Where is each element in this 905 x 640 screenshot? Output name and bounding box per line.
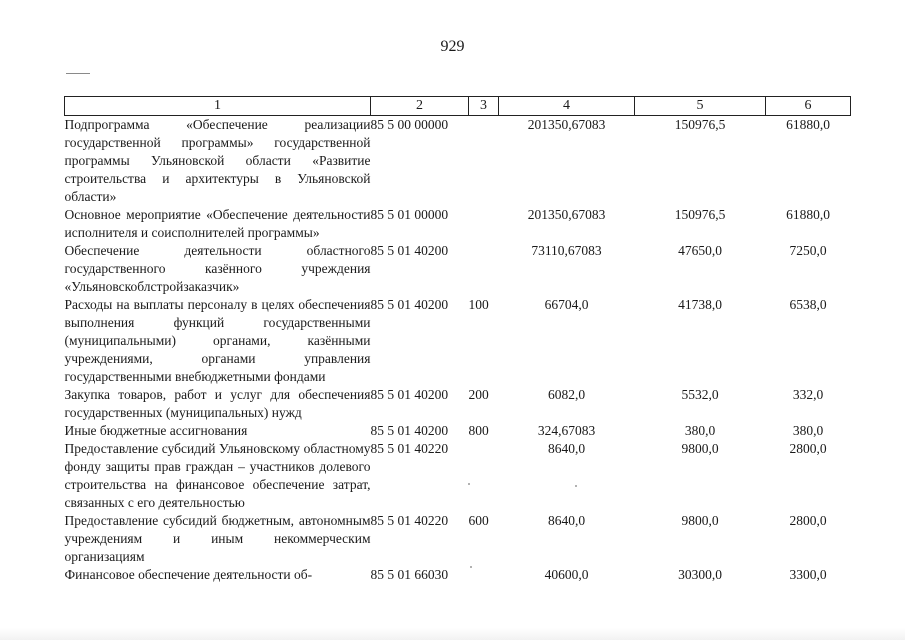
amount-column-4: 8640,0 (547, 441, 586, 456)
amount-column-6: 2800,0 (789, 441, 827, 456)
row-description: Финансовое обеспечение деятельности об- (64, 567, 313, 582)
budget-table (64, 96, 851, 584)
expense-type-code: 100 (468, 297, 489, 312)
classification-code: 85 5 01 40220 (370, 441, 449, 456)
expense-type-code: 600 (468, 513, 489, 528)
amount-column-6: 6538,0 (789, 297, 827, 312)
row-description: Предоставление субсидий бюджетным, автономным учреждениям и иным некоммерческим организациям (64, 513, 371, 564)
classification-code: 85 5 01 40220 (370, 513, 449, 528)
expense-type-code (469, 566, 499, 584)
row-description: Подпрограмма «Обеспечение реализации государственной программы» государственной программы Ульяновской области «Развитие строительства и архитектуры в Ульяновской области» (64, 117, 371, 204)
amount-column-5: 380,0 (684, 423, 716, 438)
amount-column-6: 2800,0 (789, 513, 827, 528)
column-header: 2 (371, 97, 469, 116)
table-body (65, 116, 851, 585)
row-description: Обеспечение деятельности областного государственного казённого учреждения «Ульяновскоблстройзаказчик» (64, 243, 371, 294)
row-description: Основное мероприятие «Обеспечение деятельности исполнителя и соисполнителей программы» (64, 207, 371, 240)
amount-column-4: 8640,0 (547, 513, 586, 528)
expense-type-code: 800 (468, 423, 489, 438)
scan-edge (0, 628, 905, 640)
table-row (65, 566, 851, 584)
amount-column-6: 7250,0 (789, 243, 827, 258)
amount-column-5: 30300,0 (678, 567, 722, 582)
amount-column-4: 6082,0 (547, 387, 586, 402)
amount-column-6: 332,0 (792, 387, 824, 402)
amount-column-4: 73110,67083 (531, 243, 602, 258)
amount-column-5: 5532,0 (681, 387, 719, 402)
expense-type-code (469, 440, 499, 512)
classification-code: 85 5 01 40200 (370, 243, 449, 258)
row-description: Закупка товаров, работ и услуг для обеспечения государственных (муниципальных) нужд (64, 387, 371, 420)
table-row (65, 440, 851, 512)
column-header: 1 (65, 97, 371, 116)
table-row (65, 116, 851, 207)
amount-column-5: 41738,0 (678, 297, 722, 312)
expense-type-code: 200 (468, 387, 489, 402)
table-row (65, 206, 851, 242)
amount-column-5: 9800,0 (681, 441, 719, 456)
amount-column-4: 66704,0 (544, 297, 589, 312)
table-row (65, 296, 851, 386)
row-description: Иные бюджетные ассигнования (64, 423, 248, 438)
column-header: 4 (499, 97, 635, 116)
table-row (65, 386, 851, 422)
header-row (65, 97, 851, 116)
scan-artifact (66, 73, 90, 74)
amount-column-6: 61880,0 (786, 117, 830, 132)
amount-column-5: 150976,5 (674, 207, 726, 222)
expense-type-code (469, 206, 499, 242)
classification-code: 85 5 00 00000 (370, 117, 449, 132)
row-description: Расходы на выплаты персоналу в целях обеспечения выполнения функций государственными (муниципальными) органами, казёнными учреждениями, органами управления государственными внебюджетными фондами (64, 297, 371, 384)
amount-column-5: 47650,0 (678, 243, 722, 258)
expense-type-code (469, 242, 499, 296)
classification-code: 85 5 01 40200 (370, 387, 449, 402)
amount-column-4: 201350,67083 (527, 207, 606, 222)
amount-column-6: 380,0 (792, 423, 824, 438)
classification-code: 85 5 01 00000 (370, 207, 449, 222)
table-row (65, 512, 851, 566)
table-row (65, 422, 851, 440)
column-header: 5 (635, 97, 766, 116)
expense-type-code (469, 116, 499, 207)
classification-code: 85 5 01 66030 (370, 567, 449, 582)
table-row (65, 242, 851, 296)
amount-column-6: 61880,0 (786, 207, 830, 222)
amount-column-5: 150976,5 (674, 117, 726, 132)
classification-code: 85 5 01 40200 (370, 297, 449, 312)
page-number: 929 (440, 38, 465, 55)
amount-column-4: 40600,0 (544, 567, 589, 582)
row-description: Предоставление субсидий Ульяновскому областному фонду защиты прав граждан – участников долевого строительства на финансовое обеспечение затрат, связанных с его деятельностью (64, 441, 371, 510)
column-header: 6 (766, 97, 851, 116)
amount-column-4: 324,67083 (537, 423, 596, 438)
classification-code: 85 5 01 40200 (370, 423, 449, 438)
amount-column-5: 9800,0 (681, 513, 719, 528)
amount-column-6: 3300,0 (789, 567, 827, 582)
amount-column-4: 201350,67083 (527, 117, 606, 132)
column-header: 3 (469, 97, 499, 116)
